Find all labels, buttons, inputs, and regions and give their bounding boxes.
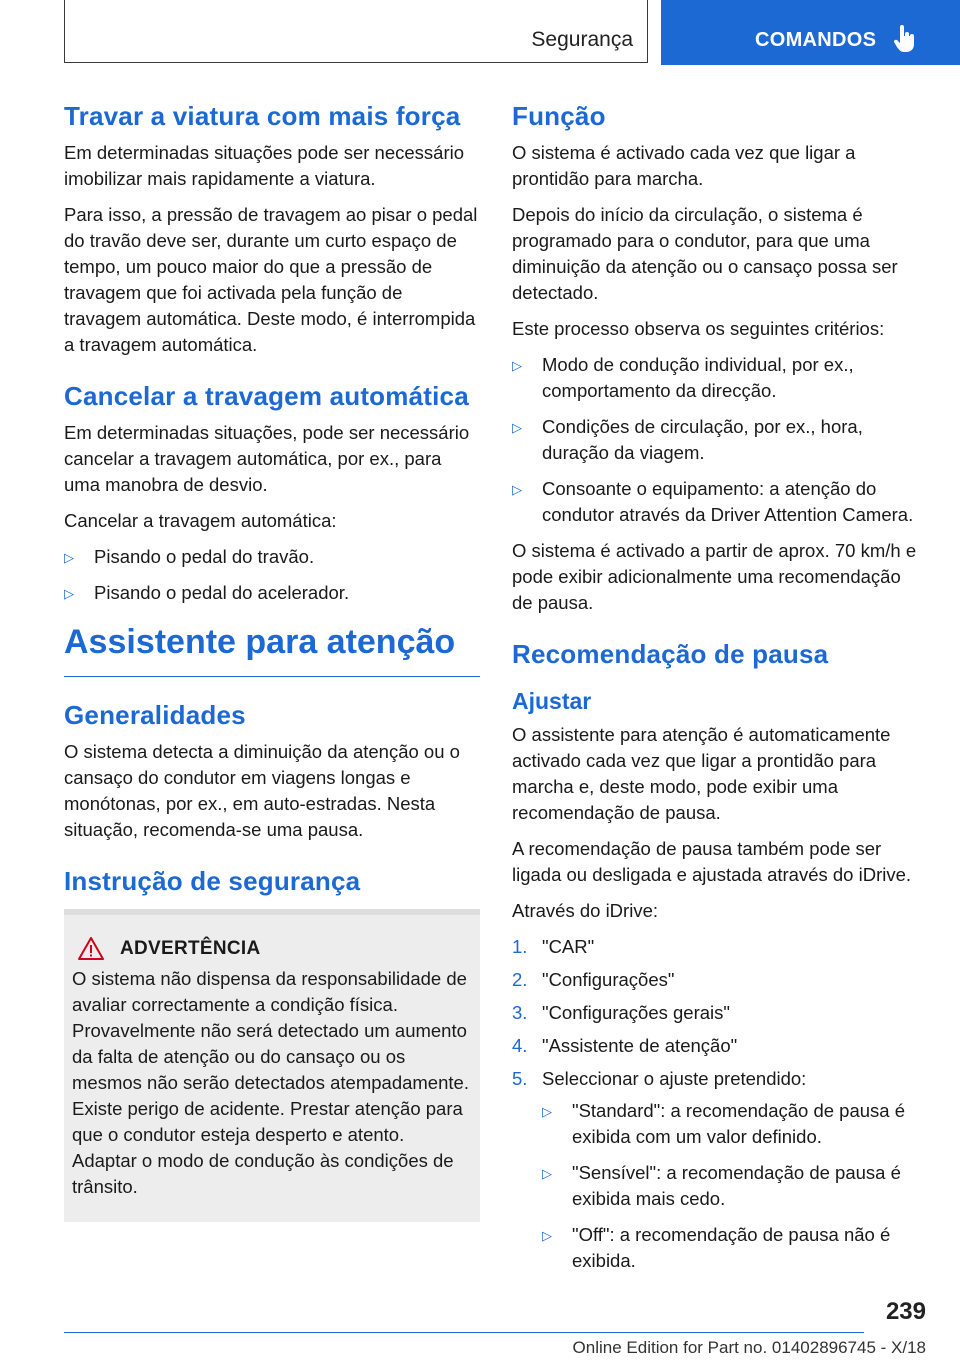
triangle-bullet-icon: ▷	[512, 482, 522, 497]
sub-bullet-list	[542, 1098, 926, 1274]
paragraph: Para isso, a pressão de travagem ao pisar o pedal do travão deve ser, durante um curto espaço de tempo, um pouco maior do que a pressão de travagem que foi activada pela função de travagem automática. Deste modo, é interrompida a travagem automática.	[64, 204, 478, 355]
footer-rule	[64, 1332, 864, 1333]
triangle-bullet-icon: ▷	[512, 420, 522, 435]
edition-text: Online Edition for Part no. 01402896745 - X/18	[572, 1338, 926, 1357]
list-item: ▷ "Sensível": a recomendação de pausa é exibida mais cedo.	[542, 1162, 901, 1209]
heading-pause-recommendation: Recomendação de pausa	[512, 639, 829, 669]
paragraph: O assistente para atenção é automaticamente activado cada vez que ligar a prontidão para marcha e, deste modo, pode exibir uma recomendação de pausa.	[512, 724, 891, 823]
bullet-list	[64, 544, 480, 606]
list-item: 5. Seleccionar o ajuste pretendido: ▷ "Standard": a recomendação de pausa é exibida com um valor definido. ▷ "Sensível": a recomendação de pausa é exibida mais cedo. ▷ "Off": a recomendação de pausa não é exibida.	[512, 1066, 926, 1274]
page-footer	[0, 1290, 960, 1362]
triangle-bullet-icon: ▷	[542, 1228, 552, 1243]
list-item: ▷ Modo de condução individual, por ex., comportamento da direcção.	[512, 354, 854, 401]
list-item: ▷ Condições de circulação, por ex., hora, duração da viagem.	[512, 416, 863, 463]
paragraph: Em determinadas situações, pode ser necessário cancelar a travagem automática, por ex., para uma manobra de desvio.	[64, 422, 470, 495]
list-item: ▷ Pisando o pedal do acelerador.	[64, 580, 480, 606]
page-number: 239	[885, 1298, 926, 1325]
heading-adjust: Ajustar	[512, 688, 592, 714]
hand-pointer-icon	[893, 25, 917, 53]
chapter-heading: Assistente para atenção	[64, 622, 480, 677]
list-item: ▷ "Standard": a recomendação de pausa é exibida com um valor definido.	[542, 1100, 905, 1147]
paragraph: Este processo observa os seguintes critérios:	[512, 318, 885, 339]
paragraph: Cancelar a travagem automática:	[64, 510, 337, 531]
list-item: ▷ Pisando o pedal do travão.	[64, 544, 480, 570]
chapter-tab	[661, 0, 960, 65]
triangle-bullet-icon: ▷	[512, 358, 522, 373]
triangle-bullet-icon: ▷	[64, 586, 74, 601]
paragraph: Em determinadas situações pode ser necessário imobilizar mais rapidamente a viatura.	[64, 142, 465, 189]
section-tab	[64, 0, 648, 63]
triangle-bullet-icon: ▷	[64, 550, 74, 565]
paragraph: O sistema é activado cada vez que ligar a prontidão para marcha.	[512, 142, 856, 189]
triangle-bullet-icon: ▷	[542, 1166, 552, 1181]
warning-title: ADVERTÊNCIA	[120, 937, 261, 959]
paragraph: A recomendação de pausa também pode ser ligada ou desligada e ajustada através do iDrive.	[512, 838, 912, 885]
list-item: ▷ Consoante o equipamento: a atenção do condutor através da Driver Attention Camera.	[512, 478, 914, 525]
left-column	[64, 100, 480, 1222]
heading-cancel-braking: Cancelar a travagem automática	[64, 381, 469, 411]
paragraph: O sistema é activado a partir de aprox. 70 km/h e pode exibir adicionalmente uma recomendação de pausa.	[512, 540, 917, 613]
numbered-list	[512, 934, 926, 1274]
list-item: 4. "Assistente de atenção"	[512, 1035, 738, 1056]
paragraph: Através do iDrive:	[512, 900, 658, 921]
warning-box	[64, 909, 480, 1222]
triangle-bullet-icon: ▷	[542, 1104, 552, 1119]
list-item: ▷ "Off": a recomendação de pausa não é exibida.	[542, 1224, 891, 1271]
list-item: 2. "Configurações"	[512, 969, 675, 990]
heading-general: Generalidades	[64, 700, 246, 730]
paragraph: Depois do início da circulação, o sistema é programado para o condutor, para que uma diminuição da atenção ou o cansaço possa ser detectado.	[512, 204, 898, 303]
list-item: 1. "CAR"	[512, 936, 595, 957]
heading-stronger-braking: Travar a viatura com mais força	[64, 101, 461, 131]
chapter-title: COMANDOS	[755, 29, 877, 51]
warning-triangle-icon	[78, 937, 104, 960]
heading-function: Função	[512, 101, 606, 131]
bullet-list	[512, 352, 926, 528]
page-header	[0, 0, 960, 66]
warning-text: O sistema não dispensa da responsabilidade de avaliar correctamente a condição física. Provavelmente não será detectado um aumento da falta de atenção ou do cansaço ou os mesmos não serão detectados atempadamente. Existe perigo de acidente. Prestar atenção para que o condutor esteja desperto e atento. Adaptar o modo de condução às condições de trânsito.	[72, 968, 469, 1197]
section-title: Segurança	[531, 28, 633, 51]
list-item: 3. "Configurações gerais"	[512, 1002, 730, 1023]
paragraph: O sistema detecta a diminuição da atenção ou o cansaço do condutor em viagens longas e monótonas, por ex., em auto-estradas. Nesta situação, recomenda-se uma pausa.	[64, 741, 460, 840]
heading-safety: Instrução de segurança	[64, 866, 361, 896]
right-column	[512, 100, 926, 1284]
